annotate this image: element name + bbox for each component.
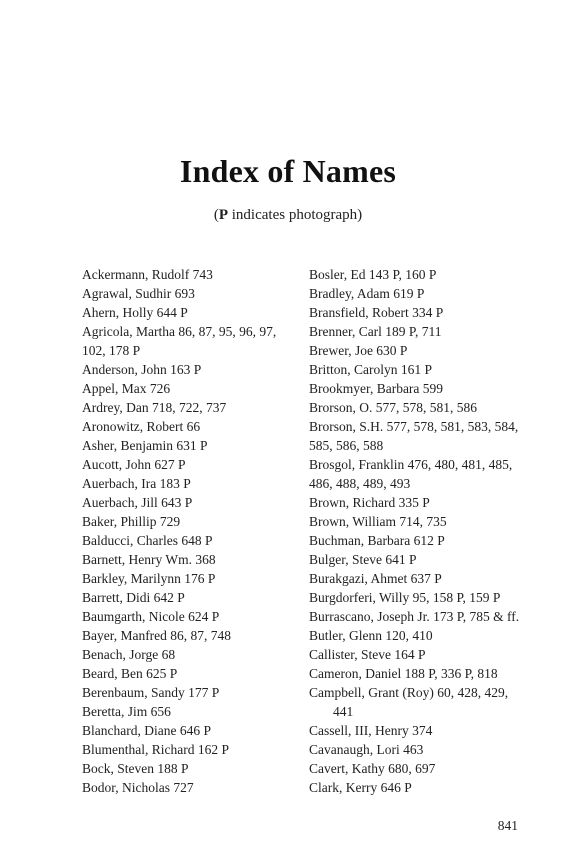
index-entry: Bransfield, Robert 334 P: [309, 305, 444, 320]
index-entry: Cameron, Daniel 188 P, 336 P, 818: [309, 666, 498, 681]
index-entry: Asher, Benjamin 631 P: [82, 438, 208, 453]
index-entry: Butler, Glenn 120, 410: [309, 628, 433, 643]
index-entry: Blumenthal, Richard 162 P: [82, 742, 229, 757]
index-entry: Bosler, Ed 143 P, 160 P: [309, 267, 437, 282]
index-column-left: [82, 265, 282, 797]
index-entry: Benach, Jorge 68: [82, 647, 176, 662]
index-entry: Buchman, Barbara 612 P: [309, 533, 445, 548]
index-entry: Ahern, Holly 644 P: [82, 305, 188, 320]
index-entry: Barnett, Henry Wm. 368: [82, 552, 216, 567]
index-entry: Agrawal, Sudhir 693: [82, 286, 195, 301]
index-entry: Balducci, Charles 648 P: [82, 533, 213, 548]
index-entry: Ardrey, Dan 718, 722, 737: [82, 400, 227, 415]
index-entry: Auerbach, Ira 183 P: [82, 476, 191, 491]
index-entry: Campbell, Grant (Roy) 60, 428, 429,: [309, 685, 509, 700]
index-entry: Baker, Phillip 729: [82, 514, 181, 529]
index-entry: Bodor, Nicholas 727: [82, 780, 194, 795]
legend-open-paren: (: [213, 207, 219, 223]
index-entry: Brorson, O. 577, 578, 581, 586: [309, 400, 477, 415]
index-entry: Auerbach, Jill 643 P: [82, 495, 193, 510]
index-entry: Beretta, Jim 656: [82, 704, 171, 719]
index-entry: Beard, Ben 625 P: [82, 666, 178, 681]
index-entry: Aucott, John 627 P: [82, 457, 186, 472]
index-entry-continuation: 441: [333, 704, 354, 719]
index-entry: Anderson, John 163 P: [82, 362, 202, 377]
index-entry: Burakgazi, Ahmet 637 P: [309, 571, 442, 586]
legend-text: indicates photograph: [228, 207, 358, 223]
index-entry: Barrett, Didi 642 P: [82, 590, 185, 605]
index-entry: Brorson, S.H. 577, 578, 581, 583, 584,: [309, 419, 519, 434]
index-entry: Agricola, Martha 86, 87, 95, 96, 97,: [82, 324, 277, 339]
page-number: 841: [497, 818, 518, 833]
index-entry: Brown, William 714, 735: [309, 514, 447, 529]
legend-close-paren: ): [357, 207, 363, 223]
legend-photo-marker: P: [218, 207, 229, 223]
index-entry: Brewer, Joe 630 P: [309, 343, 408, 358]
index-entry: Brosgol, Franklin 476, 480, 481, 485,: [309, 457, 513, 472]
index-entry: Callister, Steve 164 P: [309, 647, 426, 662]
index-entry: Bulger, Steve 641 P: [309, 552, 417, 567]
index-entry: Berenbaum, Sandy 177 P: [82, 685, 220, 700]
index-legend: [0, 207, 576, 224]
index-entry: Bradley, Adam 619 P: [309, 286, 425, 301]
index-entry: Burrascano, Joseph Jr. 173 P, 785 & ff.: [309, 609, 520, 624]
index-entry: Blanchard, Diane 646 P: [82, 723, 211, 738]
index-entry: Brown, Richard 335 P: [309, 495, 430, 510]
index-entry: Britton, Carolyn 161 P: [309, 362, 433, 377]
index-entry-continuation: 102, 178 P: [82, 343, 141, 358]
index-entry: Cavanaugh, Lori 463: [309, 742, 424, 757]
index-entry: Bock, Steven 188 P: [82, 761, 189, 776]
index-entry: Barkley, Marilynn 176 P: [82, 571, 216, 586]
index-entry: Aronowitz, Robert 66: [82, 419, 201, 434]
index-entry: Cavert, Kathy 680, 697: [309, 761, 436, 776]
index-entry: Appel, Max 726: [82, 381, 171, 396]
index-entry-continuation: 585, 586, 588: [309, 438, 384, 453]
index-entry-continuation: 486, 488, 489, 493: [309, 476, 411, 491]
index-entry: Bayer, Manfred 86, 87, 748: [82, 628, 232, 643]
index-entry: Baumgarth, Nicole 624 P: [82, 609, 220, 624]
index-entry: Clark, Kerry 646 P: [309, 780, 412, 795]
page-title: Index of Names: [179, 153, 397, 189]
index-entry: Brookmyer, Barbara 599: [309, 381, 444, 396]
index-entry: Cassell, III, Henry 374: [309, 723, 433, 738]
index-entry: Ackermann, Rudolf 743: [82, 267, 213, 282]
index-entry: Burgdorferi, Willy 95, 158 P, 159 P: [309, 590, 501, 605]
index-entry: Brenner, Carl 189 P, 711: [309, 324, 442, 339]
index-column-right: [309, 265, 524, 797]
